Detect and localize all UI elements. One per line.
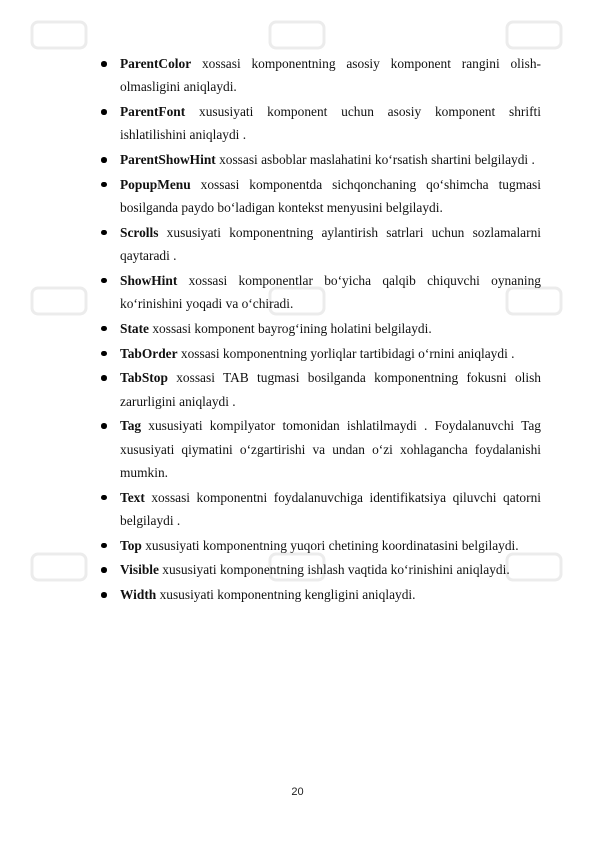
list-item bbox=[0, 100, 595, 146]
watermark-logo-icon bbox=[268, 20, 326, 50]
property-name: Top bbox=[120, 537, 142, 553]
list-item bbox=[0, 486, 595, 532]
bullet-icon bbox=[101, 230, 107, 236]
property-description: xossasi komponentning asosiy komponent rangini olish-olmasligini aniqlaydi. bbox=[120, 56, 541, 95]
property-name: ParentShowHint bbox=[120, 152, 216, 167]
property-description: xossasi komponent bayrog‘ining holatini belgilaydi. bbox=[149, 320, 432, 336]
property-description: xususiyati komponentning ishlash vaqtida ko‘rinishini aniqlaydi. bbox=[158, 562, 510, 578]
page-number: 20 bbox=[291, 786, 304, 798]
property-name: Scrolls bbox=[120, 224, 159, 240]
property-name: Text bbox=[120, 489, 145, 505]
bullet-icon bbox=[101, 351, 107, 357]
property-description: xususiyati komponentning aylantirish satrlari uchun sozlamalarni qaytaradi . bbox=[120, 224, 541, 263]
bullet-icon bbox=[101, 495, 107, 501]
list-item bbox=[0, 221, 595, 267]
property-name: Width bbox=[120, 587, 157, 603]
property-description: xossasi komponentni foydalanuvchiga identifikatsiya qiluvchi qatorni belgilaydi . bbox=[120, 489, 541, 528]
property-name: Visible bbox=[120, 562, 159, 578]
property-description: xususiyati komponentning kengligini aniqlaydi. bbox=[156, 587, 416, 603]
property-name: ParentFont bbox=[120, 104, 186, 119]
property-name: State bbox=[120, 320, 150, 336]
list-item bbox=[0, 173, 595, 219]
property-name: Tag bbox=[120, 418, 142, 434]
bullet-icon bbox=[101, 157, 107, 163]
property-name: PopupMenu bbox=[120, 176, 191, 192]
bullet-icon bbox=[101, 543, 107, 549]
bullet-icon bbox=[101, 567, 107, 573]
bullet-icon bbox=[101, 109, 107, 115]
bullet-icon bbox=[101, 423, 107, 429]
property-description: xossasi komponentda sichqonchaning qo‘shimcha tugmasi bosilganda paydo bo‘ladigan kontekst menyusini belgilaydi. bbox=[120, 176, 541, 215]
list-item bbox=[0, 342, 595, 365]
property-description: xususiyati kompilyator tomonidan ishlatilmaydi . Foydalanuvchi Tag xususiyati qiymatini o‘zgartirishi va undan o‘zi xohlagancha foydalanishi mumkin. bbox=[120, 418, 541, 480]
property-description: xossasi komponentlar bo‘yicha qalqib chiquvchi oynaning ko‘rinishini yoqadi va o‘chiradi. bbox=[120, 272, 541, 311]
bullet-icon bbox=[101, 278, 107, 284]
list-item bbox=[0, 414, 595, 484]
property-description: xususiyati komponent uchun asosiy komponent shrifti ishlatilishini aniqlaydi . bbox=[120, 104, 541, 143]
property-description: xususiyati komponentning yuqori chetining koordinatasini belgilaydi. bbox=[141, 537, 519, 553]
list-item bbox=[0, 366, 595, 412]
watermark-logo-icon bbox=[505, 20, 563, 50]
list-item bbox=[0, 558, 595, 581]
bullet-icon bbox=[101, 182, 107, 188]
list-item bbox=[0, 317, 595, 340]
property-name: ParentColor bbox=[120, 56, 192, 71]
list-item bbox=[0, 148, 595, 171]
list-item bbox=[0, 583, 595, 606]
bullet-icon bbox=[101, 61, 107, 67]
bullet-icon bbox=[101, 375, 107, 381]
property-name: ShowHint bbox=[120, 272, 178, 288]
property-description: xossasi TAB tugmasi bosilganda komponentning fokusni olish zarurligini aniqlaydi . bbox=[120, 370, 541, 409]
property-name: TabStop bbox=[120, 370, 168, 386]
property-description: xossasi komponentning yorliqlar tartibidagi o‘rnini aniqlaydi . bbox=[177, 345, 515, 361]
list-item bbox=[0, 269, 595, 315]
property-description: xossasi asboblar maslahatini ko‘rsatish shartini belgilaydi . bbox=[215, 152, 535, 167]
list-item bbox=[0, 534, 595, 557]
bullet-icon bbox=[101, 592, 107, 598]
bullet-icon bbox=[101, 326, 107, 332]
property-list bbox=[0, 52, 595, 608]
list-item bbox=[0, 52, 595, 98]
property-name: TabOrder bbox=[120, 345, 178, 361]
watermark-logo-icon bbox=[30, 20, 88, 50]
